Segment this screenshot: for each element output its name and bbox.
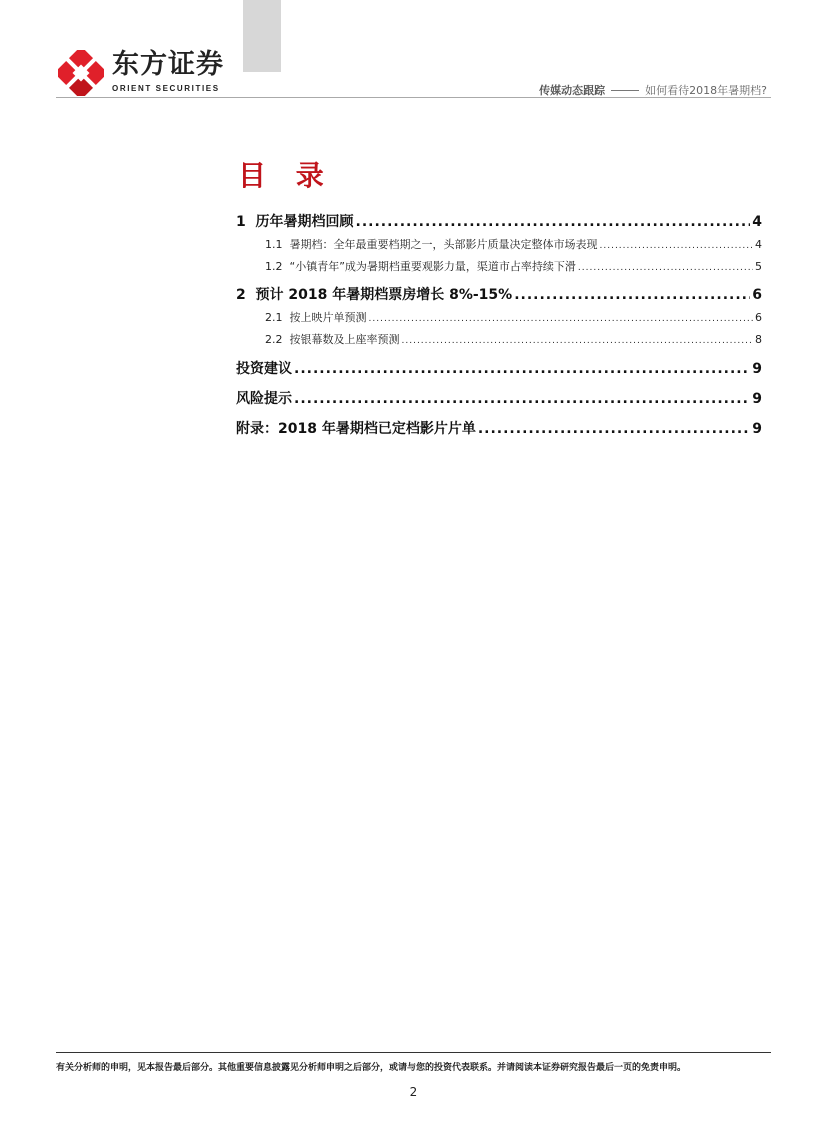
header-gray-tab bbox=[243, 0, 281, 72]
toc-page-number: 9 bbox=[752, 421, 762, 437]
header-report-title: 如何看待2018年暑期档? bbox=[645, 84, 767, 97]
toc-page-number: 4 bbox=[755, 238, 762, 251]
toc-entry-text: 风险提示 bbox=[236, 391, 292, 407]
toc-page-number: 8 bbox=[755, 333, 762, 346]
toc-entry-number: 1 bbox=[236, 214, 246, 230]
toc-entry[interactable] bbox=[236, 236, 762, 252]
toc-entry[interactable] bbox=[236, 309, 762, 325]
toc-entry-text: 按上映片单预测 bbox=[289, 311, 367, 324]
toc-entry-text: 投资建议 bbox=[236, 361, 292, 377]
toc-entry-text: 按银幕数及上座率预测 bbox=[289, 333, 400, 346]
logo-english-name: ORIENT SECURITIES bbox=[112, 84, 220, 93]
toc-title: 目 录 bbox=[238, 159, 334, 192]
footer-disclaimer: 有关分析师的申明，见本报告最后部分。其他重要信息披露见分析师申明之后部分，或请与您的投资代表联系。并请阅读本证券研究报告最后一页的免责申明。 bbox=[56, 1063, 687, 1073]
toc-page-number: 9 bbox=[752, 361, 762, 377]
toc-entry[interactable] bbox=[236, 258, 762, 274]
toc-entry-text: 预计 2018 年暑期档票房增长 8%-15% bbox=[255, 287, 513, 303]
toc-entry[interactable] bbox=[236, 388, 762, 408]
toc-leader-dots bbox=[294, 361, 750, 377]
running-header bbox=[539, 82, 767, 98]
toc-leader-dots bbox=[600, 241, 754, 251]
toc-entry-text: 暑期档：全年最重要档期之一，头部影片质量决定整体市场表现 bbox=[289, 238, 598, 251]
page-number: 2 bbox=[409, 1085, 418, 1099]
toc-leader-dots bbox=[514, 287, 750, 303]
toc-entry-text: 附录：2018 年暑期档已定档影片片单 bbox=[236, 421, 476, 437]
toc-page-number: 5 bbox=[755, 260, 762, 273]
logo-chinese-name: 东方证券 bbox=[112, 49, 224, 80]
toc-entry[interactable] bbox=[236, 284, 762, 304]
toc-leader-dots bbox=[478, 421, 750, 437]
header-section: 传媒动态跟踪 bbox=[539, 84, 606, 97]
company-logo bbox=[58, 50, 224, 96]
toc-leader-dots bbox=[369, 314, 754, 324]
toc-entry-text: “小镇青年”成为暑期档重要观影力量，渠道市占率持续下滑 bbox=[289, 260, 576, 273]
header-dash bbox=[611, 90, 639, 91]
toc-leader-dots bbox=[402, 336, 754, 346]
toc-entry[interactable] bbox=[236, 418, 762, 438]
toc-leader-dots bbox=[356, 214, 751, 230]
orient-logo-icon bbox=[58, 50, 104, 96]
header-divider bbox=[56, 97, 771, 98]
toc-page-number: 9 bbox=[752, 391, 762, 407]
footer-divider bbox=[56, 1052, 771, 1053]
toc-page-number: 6 bbox=[752, 287, 762, 303]
toc-page-number: 6 bbox=[755, 311, 762, 324]
toc-entry-number: 2.1 bbox=[265, 311, 283, 324]
toc-entry-number: 1.1 bbox=[265, 238, 283, 251]
toc-leader-dots bbox=[578, 263, 753, 273]
toc-entry-number: 1.2 bbox=[265, 260, 283, 273]
toc-entry-number: 2 bbox=[236, 287, 246, 303]
toc-entry-number: 2.2 bbox=[265, 333, 283, 346]
toc-page-number: 4 bbox=[752, 214, 762, 230]
toc-leader-dots bbox=[294, 391, 750, 407]
toc-entry[interactable] bbox=[236, 358, 762, 378]
toc-entry-text: 历年暑期档回顾 bbox=[255, 214, 354, 230]
toc-entry[interactable] bbox=[236, 331, 762, 347]
toc-entry[interactable] bbox=[236, 211, 762, 231]
